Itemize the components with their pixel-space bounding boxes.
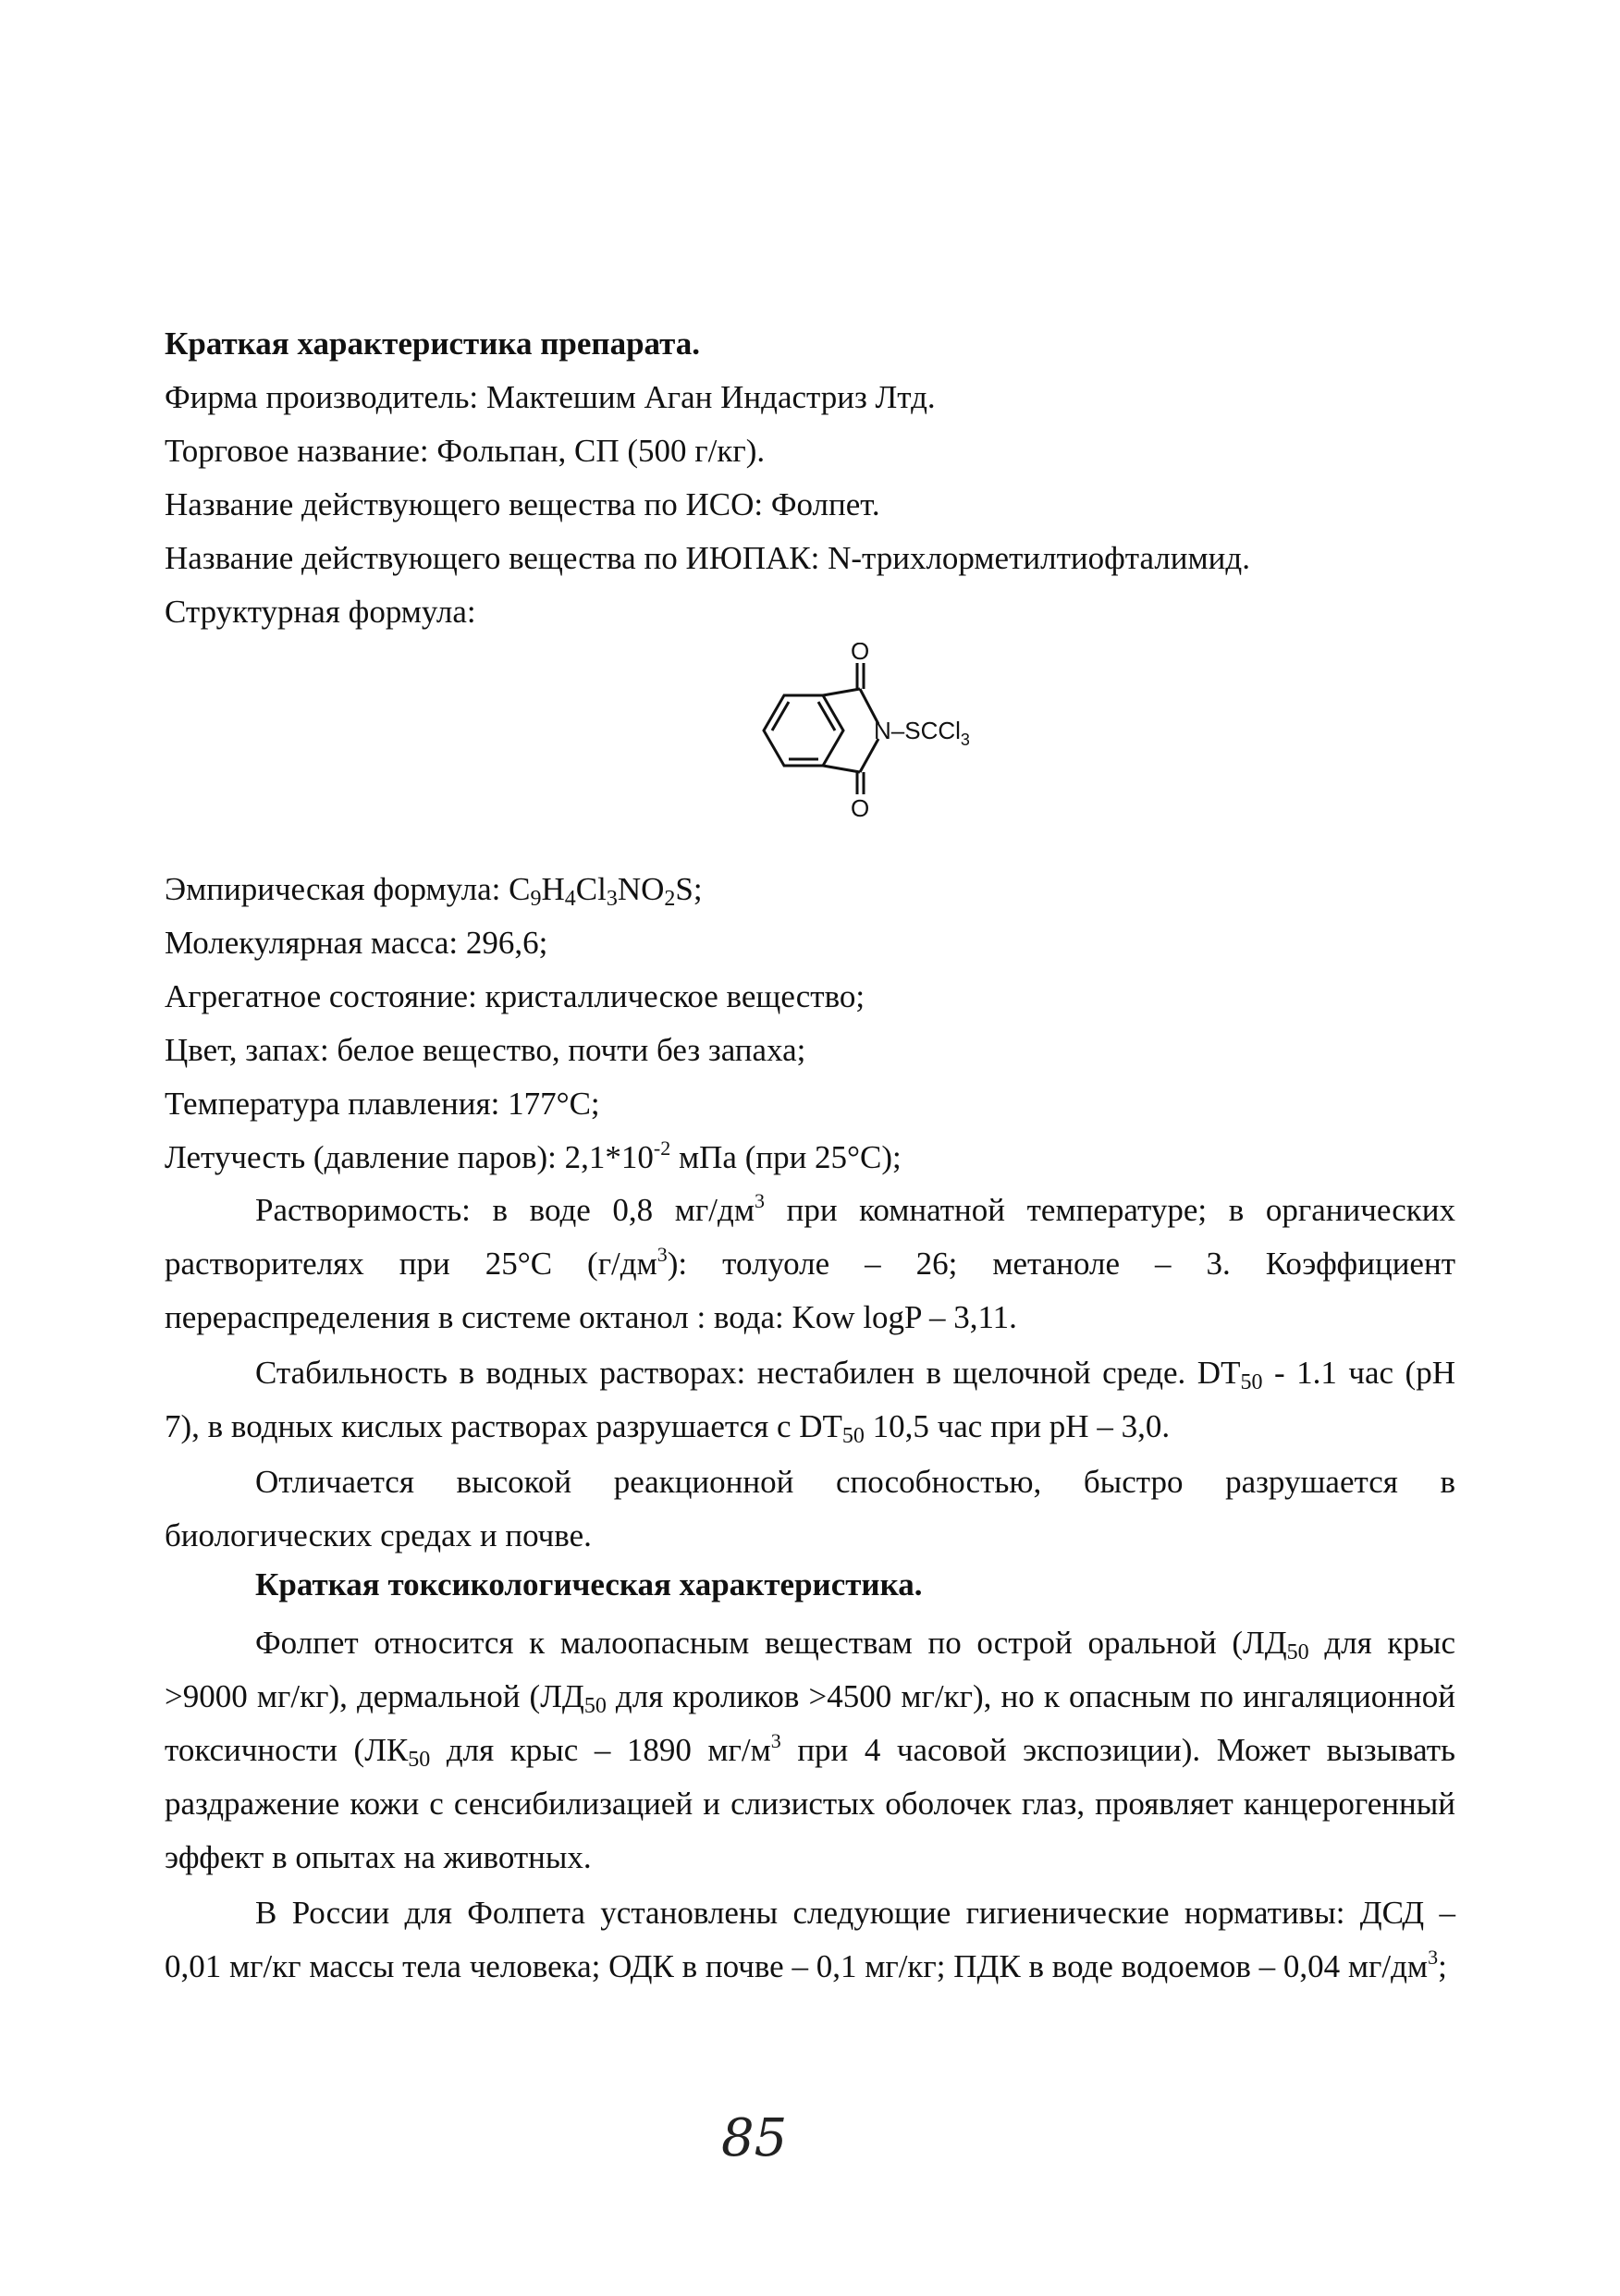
standards-paragraph: В России для Фолпета установлены следующие гигиенические нормативы: ДСД – 0,01 мг/кг массы тела человека; ОДК в почве – 0,1 мг/кг; ПДК в воде водоемов – 0,04 $мг/дм^3$; bbox=[165, 1895, 1455, 1984]
stability-paragraph: Стабильность в водных растворах: нестабилен в щелочной среде. $DT_{50} - 1.1$ час (pH 7), в водных кислых растворах разрушается с $DT_{50}$ 10,5 час при pH – 3,0. bbox=[165, 1355, 1455, 1448]
iso-name-line: Название действующего вещества по ИСО: Фолпет. bbox=[165, 486, 880, 522]
melting-point-line: Температура плавления: 177°С; bbox=[165, 1086, 600, 1122]
substituent-label: N–SCCl$_3$ bbox=[874, 717, 970, 749]
oxygen-bottom-label: O bbox=[851, 794, 870, 818]
benzene-ring bbox=[764, 695, 843, 766]
empirical-formula-line: Эмпирическая формула: $C_9H_4Cl_3NO_2S$; bbox=[165, 871, 703, 911]
oxygen-top-label: O bbox=[851, 643, 870, 665]
heading-product-summary: Краткая характеристика препарата. bbox=[165, 325, 701, 362]
molar-mass-line: Молекулярная масса: 296,6; bbox=[165, 925, 548, 961]
toxicology-paragraph: Фолпет относится к малоопасным веществам по острой оральной ($ЛД_{50}$ для крыс >9000 мг/кг), дермальной ($ЛД_{50}$ для кроликов >4500 мг/кг), но к опасным по ингаляционной токсичности ($ЛК_{50}$ для крыс – 1890 $мг/м^3$ при 4 часовой экспозиции). Может вызывать раздражение кожи с сенсибилизацией и слизистых оболочек глаз, проявляет канцерогенный эффект в опытах на животных. bbox=[165, 1625, 1455, 1875]
color-odor-line: Цвет, запах: белое вещество, почти без запаха; bbox=[165, 1032, 806, 1068]
empirical-formula-value: $C_9H_4Cl_3NO_2S$ bbox=[509, 871, 693, 911]
solubility-paragraph: Растворимость: в воде 0,8 $мг/дм^3$ при комнатной температуре; в органических растворителях при 25°С $(г/дм^3)$: толуоле – 26; метаноле – 3. Коэффициент перераспределения в системе октанол : вода: Kow logP – 3,11. bbox=[165, 1189, 1455, 1335]
structural-formula-label: Структурная формула: bbox=[165, 594, 476, 630]
bond-lower bbox=[823, 766, 860, 772]
volatility-line: Летучесть (давление паров): $2,1*10^{-2}$ мПа (при 25°С); bbox=[165, 1136, 902, 1175]
iupac-name-line: Название действующего вещества по ИЮПАК: N-трихлорметилтиофталимид. bbox=[165, 540, 1250, 576]
manufacturer-line: Фирма производитель: Мактешим Аган Индастриз Лтд. bbox=[165, 379, 936, 415]
state-line: Агрегатное состояние: кристаллическое вещество; bbox=[165, 978, 865, 1014]
reactivity-paragraph: Отличается высокой реакционной способностью, быстро разрушается в биологических средах и почве. bbox=[165, 1464, 1455, 1553]
heading-toxicology: Краткая токсикологическая характеристика. bbox=[255, 1566, 923, 1602]
page-number: 85 bbox=[721, 2108, 788, 2168]
trade-name-line: Торговое название: Фольпан, СП (500 г/кг). bbox=[165, 433, 766, 469]
structural-formula-diagram bbox=[730, 643, 1036, 818]
bond-upper bbox=[823, 689, 860, 695]
